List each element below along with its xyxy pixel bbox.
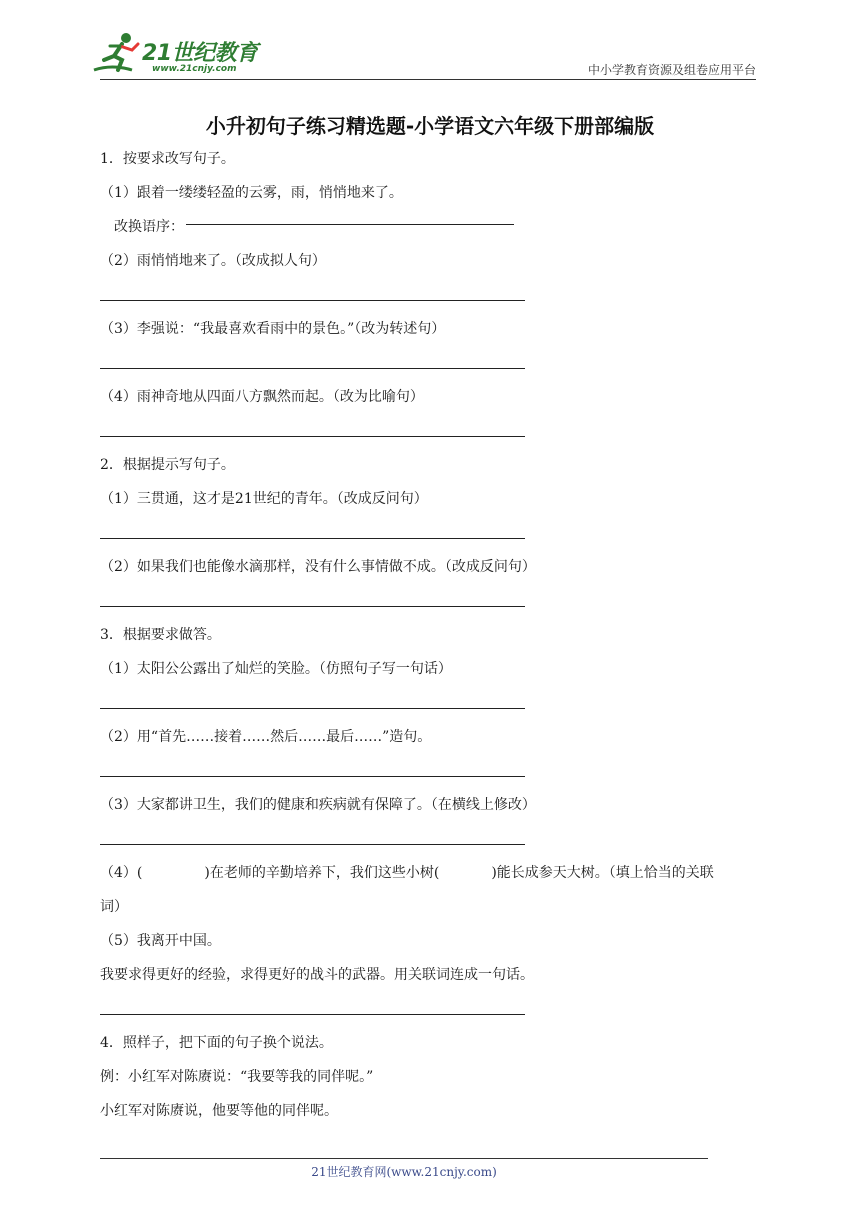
logo-text: 21世纪教育 — [142, 41, 258, 66]
answer-blank[interactable] — [186, 224, 514, 225]
page-footer: 21世纪教育网(www.21cnjy.com) — [311, 1165, 497, 1179]
logo-url: www.21cnjy.com — [152, 64, 237, 74]
document-body — [100, 142, 760, 1128]
q4-example: 例：小红军对陈赓说：“我要等我的同伴呢。” — [100, 1069, 374, 1085]
answer-line[interactable] — [100, 278, 760, 312]
answer-line[interactable] — [100, 992, 760, 1026]
q3-s4-part-a: （4）( — [100, 865, 143, 881]
footer-divider — [100, 1158, 708, 1159]
q2-heading: 2．根据提示写句子。 — [100, 457, 235, 473]
header-platform-text: 中小学教育资源及组卷应用平台 — [587, 63, 756, 77]
q1-heading: 1．按要求改写句子。 — [100, 151, 235, 167]
page-title: 小升初句子练习精选题-小学语文六年级下册部编版 — [205, 114, 655, 138]
q1-sentence-3: （3）李强说：“我最喜欢看雨中的景色。”（改为转述句） — [100, 321, 446, 337]
runner-icon — [92, 30, 144, 76]
q3-sentence-4 — [100, 856, 760, 890]
q2-sentence-1: （1）三贯通，这才是21世纪的青年。（改成反问句） — [100, 491, 428, 507]
answer-line[interactable] — [100, 414, 760, 448]
q1-sentence-4: （4）雨神奇地从四面八方飘然而起。（改为比喻句） — [100, 389, 424, 405]
q3-s4-part-b: )在老师的辛勤培养下，我们这些小树( — [204, 865, 440, 881]
answer-line[interactable] — [100, 584, 760, 618]
q3-s4-part-c: )能长成参天大树。（填上恰当的关联 — [491, 865, 714, 881]
q1-sentence-2: （2）雨悄悄地来了。（改成拟人句） — [100, 253, 326, 269]
q3-sentence-5: （5）我离开中国。 — [100, 933, 221, 949]
answer-line[interactable] — [100, 346, 760, 380]
q3-sentence-4-cont: 词） — [100, 899, 128, 915]
answer-line[interactable] — [100, 686, 760, 720]
q3-sentence-2: （2）用“首先……接着……然后……最后……”造句。 — [100, 729, 432, 745]
q2-sentence-2: （2）如果我们也能像水滴那样，没有什么事情做不成。（改成反问句） — [100, 559, 536, 575]
q1-reorder-label: 改换语序： — [114, 219, 184, 235]
q1-sentence-1: （1）跟着一缕缕轻盈的云雾，雨，悄悄地来了。 — [100, 185, 403, 201]
q3-sentence-3: （3）大家都讲卫生，我们的健康和疾病就有保障了。（在横线上修改） — [100, 797, 536, 813]
q1-reorder-row — [100, 210, 760, 244]
q4-example-answer: 小红军对陈赓说，他要等他的同伴呢。 — [100, 1103, 338, 1119]
answer-line[interactable] — [100, 516, 760, 550]
header-divider — [100, 79, 756, 80]
page-header — [0, 0, 860, 90]
q4-heading: 4．照样子，把下面的句子换个说法。 — [100, 1035, 333, 1051]
q3-sentence-5-b: 我要求得更好的经验，求得更好的战斗的武器。用关联词连成一句话。 — [100, 967, 534, 983]
q3-heading: 3．根据要求做答。 — [100, 627, 221, 643]
answer-line[interactable] — [100, 822, 760, 856]
logo — [92, 30, 262, 78]
answer-line[interactable] — [100, 754, 760, 788]
q3-sentence-1: （1）太阳公公露出了灿烂的笑脸。（仿照句子写一句话） — [100, 661, 452, 677]
